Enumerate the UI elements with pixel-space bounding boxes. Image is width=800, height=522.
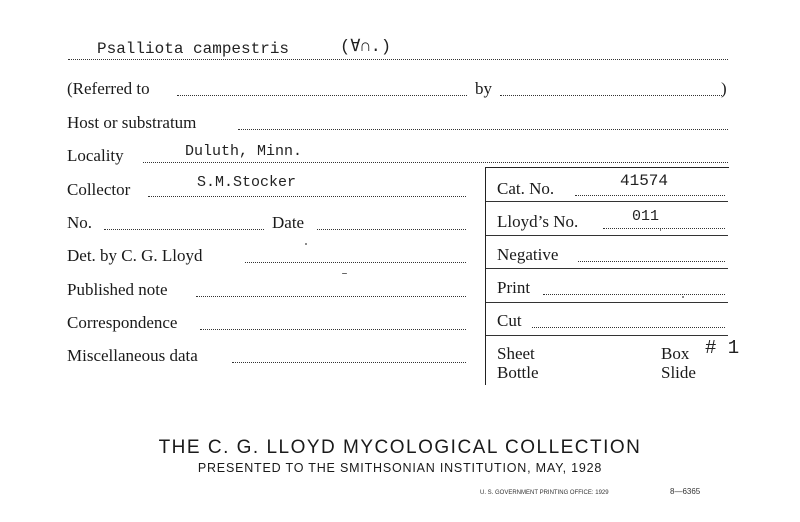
by-line: [500, 95, 722, 96]
slide-label: Slide: [661, 363, 696, 382]
correspondence-label: Correspondence: [67, 313, 178, 332]
locality-line: [143, 162, 728, 163]
print-divider: [486, 302, 728, 303]
print-line: [543, 294, 725, 295]
locality-label: Locality: [67, 146, 124, 165]
sheet-label: Sheet: [497, 344, 535, 363]
det-by-label: Det. by C. G. Lloyd: [67, 246, 203, 265]
collection-subtitle: PRESENTED TO THE SMITHSONIAN INSTITUTION, MAY, 1928: [197, 461, 603, 475]
printing-office-note: U. S. GOVERNMENT PRINTING OFFICE: 1929: [480, 490, 609, 496]
no-label: No.: [67, 213, 93, 232]
misc-data-label: Miscellaneous data: [67, 346, 198, 365]
lloyds-no-line: [603, 228, 725, 229]
ink-speck: [305, 243, 307, 245]
species-underline: [68, 59, 728, 60]
print-label: Print: [497, 278, 531, 297]
date-label: Date: [272, 213, 305, 232]
referred-to-line: [177, 95, 467, 96]
date-line: [317, 229, 466, 230]
cat-no-line: [575, 195, 725, 196]
box-number: # 1: [705, 337, 740, 359]
cat-no-value: 41574: [620, 172, 669, 190]
host-label: Host or substratum: [67, 113, 197, 132]
close-paren: ): [721, 79, 727, 98]
lloyds-no-divider: [486, 235, 728, 236]
ink-speck: [660, 229, 661, 231]
cat-no-divider: [486, 201, 728, 202]
negative-label: Negative: [497, 245, 559, 264]
ink-speck: [342, 273, 347, 274]
referred-to-label: (Referred to: [67, 79, 150, 98]
negative-divider: [486, 268, 728, 269]
species-annotation: (∀∩.): [340, 38, 392, 57]
bottle-label: Bottle: [497, 363, 539, 382]
cat-no-label: Cat. No.: [497, 179, 555, 198]
no-line: [104, 229, 264, 230]
collector-value: S.M.Stocker: [197, 174, 297, 191]
by-label: by: [475, 79, 492, 98]
host-line: [238, 129, 728, 130]
misc-data-line: [232, 362, 466, 363]
ink-speck: [682, 296, 684, 298]
collector-label: Collector: [67, 180, 131, 199]
cut-line: [532, 327, 725, 328]
correspondence-line: [200, 329, 466, 330]
cut-divider: [486, 335, 728, 336]
lloyds-no-value: 011: [632, 208, 660, 225]
det-by-line: [245, 262, 466, 263]
negative-line: [578, 261, 725, 262]
form-number: 8—6365: [670, 487, 701, 496]
collection-title: THE C. G. LLOYD MYCOLOGICAL COLLECTION: [158, 437, 642, 458]
lloyds-no-label: Lloyd’s No.: [497, 212, 579, 231]
box-label: Box: [661, 344, 690, 363]
collector-line: [148, 196, 466, 197]
species-name: Psalliota campestris: [97, 40, 290, 58]
published-note-label: Published note: [67, 280, 168, 299]
published-note-line: [196, 296, 466, 297]
cut-label: Cut: [497, 311, 522, 330]
locality-value: Duluth, Minn.: [185, 143, 303, 160]
